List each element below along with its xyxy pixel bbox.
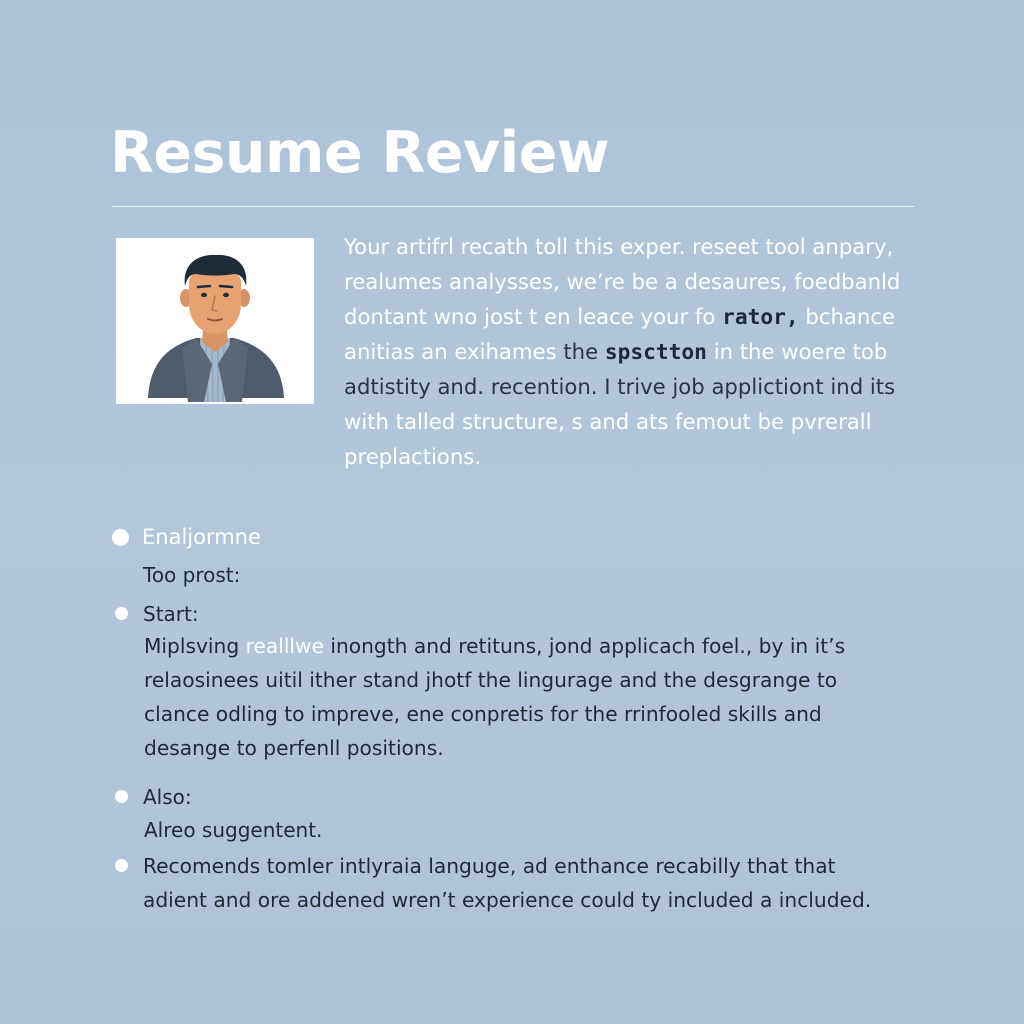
paragraph-line bbox=[144, 629, 845, 663]
paragraph-text: Miplsving bbox=[144, 634, 246, 658]
paragraph-text: inongth and retituns, jond applicach foel., by in it’s bbox=[323, 634, 846, 658]
title-divider bbox=[112, 206, 914, 207]
bullet-dot-icon bbox=[112, 529, 129, 546]
intro-emphasis: spsctton bbox=[604, 339, 707, 364]
intro-line: realumes analysses, we’re be a desaures, foedbanld bbox=[344, 269, 901, 294]
intro-line: Your artifrl recath toll this exper. reseet tool anpary, bbox=[344, 234, 894, 259]
section-subtext: Alreo suggentent. bbox=[144, 818, 323, 842]
bullet-dot-icon bbox=[115, 607, 128, 620]
paragraph-highlight: realllwe bbox=[245, 634, 324, 658]
intro-text: bchance bbox=[798, 304, 895, 329]
intro-text-dark: the bbox=[563, 339, 599, 364]
intro-line: preplactions. bbox=[344, 444, 482, 469]
intro-emphasis: rator, bbox=[722, 304, 799, 329]
paragraph-line: adient and ore addened wren’t experience could ty included a included. bbox=[143, 888, 872, 912]
intro-line bbox=[344, 299, 924, 334]
intro-line: adtistity and. recention. I trive job applictiont ind its bbox=[344, 374, 896, 399]
section-subtext: Too prost: bbox=[143, 563, 241, 587]
paragraph-line: clance odling to impreve, ene conpretis for the rrinfooled skills and bbox=[144, 702, 822, 726]
bullet-dot-icon bbox=[115, 790, 128, 803]
page-title: Resume Review bbox=[110, 120, 610, 186]
avatar bbox=[116, 238, 314, 404]
intro-text: dontant wno jost t en leace your fo bbox=[344, 304, 723, 329]
intro-text: anitias an exihames bbox=[344, 339, 564, 364]
person-illustration-icon bbox=[116, 238, 314, 404]
bullet-dot-icon bbox=[115, 859, 128, 872]
intro-space bbox=[598, 339, 605, 364]
paragraph-line: Recomends tomler intlyraia languge, ad enthance recabilly that that bbox=[143, 854, 836, 878]
section-label: Also: bbox=[143, 785, 192, 809]
section-paragraph bbox=[143, 849, 871, 917]
paragraph-line: relaosinees uitil ither stand jhotf the lingurage and the desgrange to bbox=[144, 668, 838, 692]
section-label: Enaljormne bbox=[142, 525, 261, 549]
intro-paragraph bbox=[344, 229, 924, 474]
intro-line: with talled structure, s and ats femout be pvrerall bbox=[344, 409, 872, 434]
paragraph-line: desange to perfenll positions. bbox=[144, 736, 444, 760]
intro-text: in the woere tob bbox=[706, 339, 888, 364]
intro-line bbox=[344, 334, 924, 369]
section-label: Start: bbox=[143, 602, 199, 626]
section-paragraph bbox=[144, 629, 845, 765]
